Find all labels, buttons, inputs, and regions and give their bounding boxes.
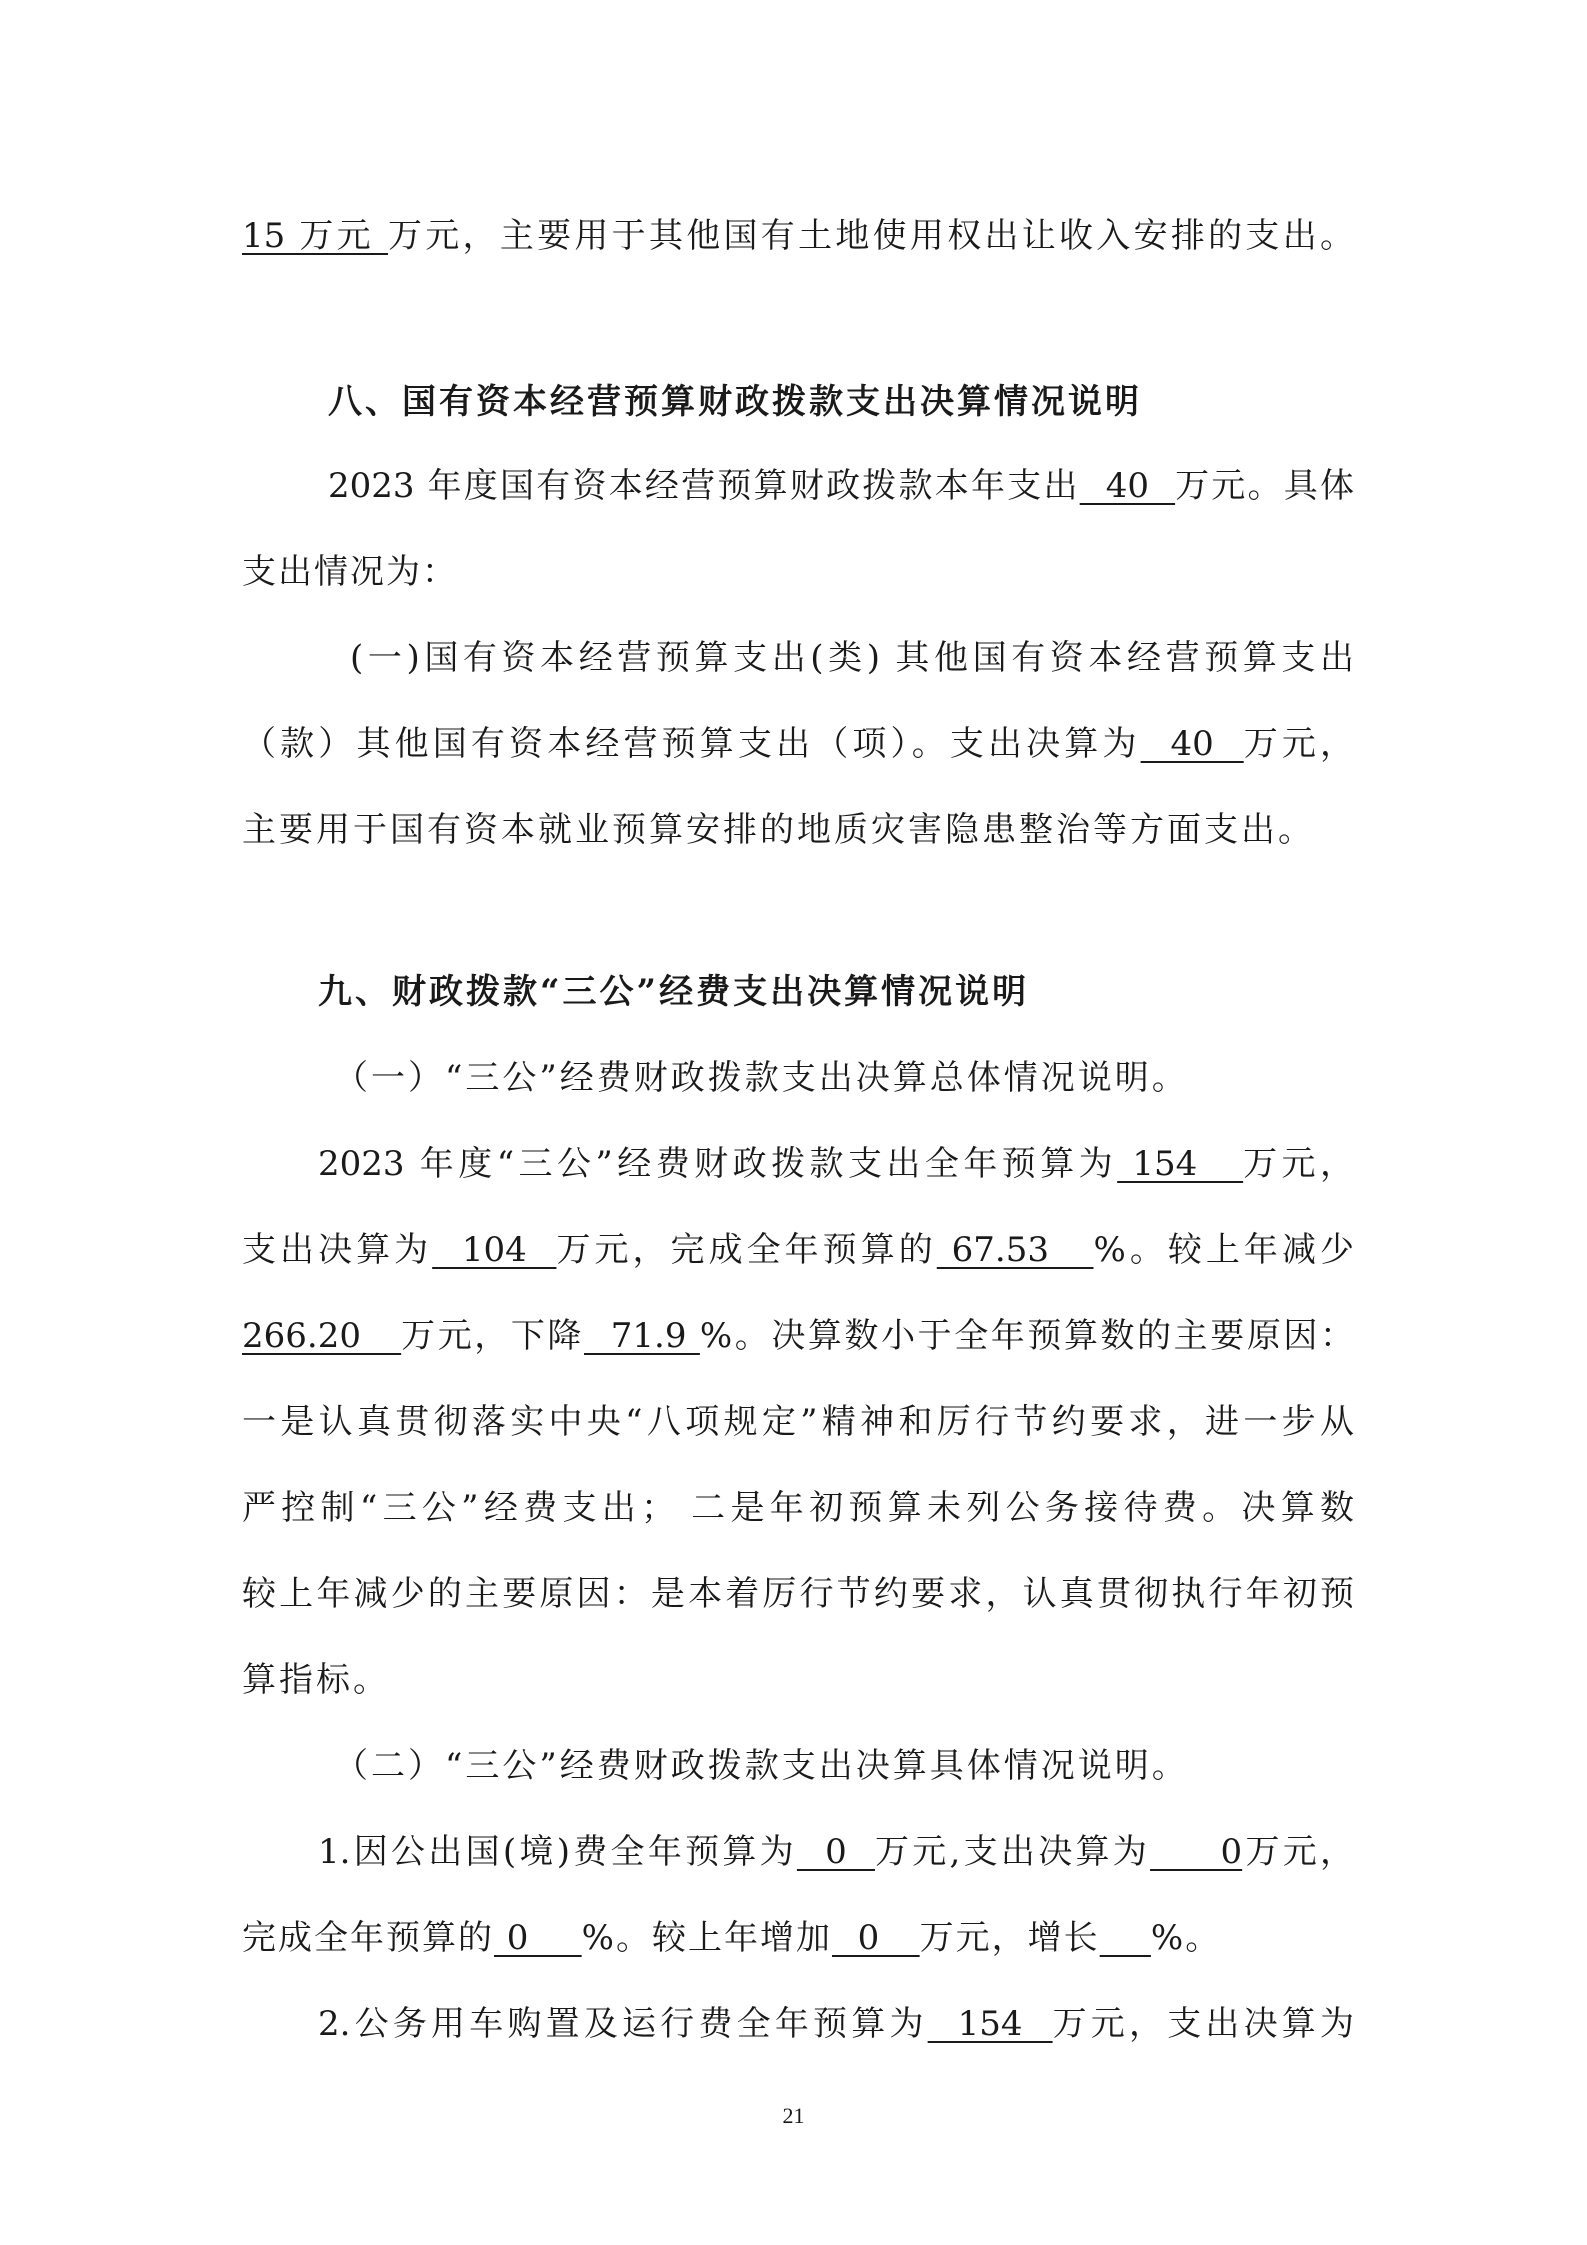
text-line [242,1486,1354,1530]
text-segment: 支出决算为 [242,1230,433,1270]
subsection-heading [334,1744,1189,1788]
text-line [242,1572,1354,1616]
text-segment: 万元，增长 [919,1918,1100,1958]
text-segment: (一)国有资本经营预算支出(类) 其他国有资本经营预算支出 [350,638,1354,678]
underlined-value: 40 [1140,724,1244,764]
text-line [242,1400,1354,1444]
underlined-value: 40 [1079,466,1176,506]
text-segment: 算指标。 [242,1660,390,1700]
text-segment: 一是认真贯彻落实中央“八项规定”精神和厉行节约要求，进一步从 [242,1402,1354,1442]
underlined-value: 266.20 [242,1316,402,1356]
text-line [318,2002,1354,2046]
underlined-value: 154 [1117,1144,1244,1184]
text-line [242,722,1354,766]
text-line [242,1314,1354,1358]
underlined-value: 15 万元 [242,216,388,256]
text-line [242,550,458,594]
text-segment: （二）“三公”经费财政拨款支出决算具体情况说明。 [334,1746,1189,1786]
text-segment: 万元，支出决算为 [1052,2004,1354,2044]
text-line [242,1916,1221,1960]
text-segment: 严控制“三公”经费支出； 二是年初预算未列公务接待费。决算数 [242,1488,1354,1528]
text-segment: 万元，完成全年预算的 [556,1230,937,1270]
text-segment: 万元，下降 [401,1316,585,1356]
text-segment: 2023 年度国有资本经营预算财政拨款本年支出 [328,466,1080,506]
underlined-value: 154 [927,2004,1053,2044]
underlined-value: 104 [432,1230,557,1270]
underlined-value: 0 [831,1918,920,1958]
text-line [242,214,1354,258]
text-segment: 万元，主要用于其他国有土地使用权出让收入安排的支出。 [388,216,1354,256]
text-segment: %。 [1150,1918,1222,1958]
text-line [318,1142,1354,1186]
underlined-value: 0 [494,1918,582,1958]
text-segment: 万元。具体 [1175,466,1354,506]
text-line [328,464,1354,508]
text-segment: 完成全年预算的 [242,1918,494,1958]
section-heading [318,970,1029,1014]
text-line [242,808,1315,852]
text-segment: 九、财政拨款“三公”经费支出决算情况说明 [318,972,1030,1012]
text-segment: 2.公务用车购置及运行费全年预算为 [318,2004,928,2044]
section-heading [328,380,1142,424]
text-segment: %。较上年减少 [1093,1230,1354,1270]
page-number: 21 [782,2103,805,2128]
text-segment: 八、国有资本经营预算财政拨款支出决算情况说明 [328,382,1142,422]
text-line [318,1830,1354,1874]
text-segment: 主要用于国有资本就业预算安排的地质灾害隐患整治等方面支出。 [242,810,1315,850]
underlined-value: 67.53 [936,1230,1094,1270]
underlined-value: 0 [796,1832,875,1872]
subsection-heading [334,1056,1189,1100]
text-segment: 1.因公出国(境)费全年预算为 [318,1832,797,1872]
underlined-value [1100,1918,1151,1958]
text-line [350,636,1354,680]
text-segment: %。较上年增加 [581,1918,832,1958]
text-line [242,1228,1354,1272]
text-line [242,1658,390,1702]
text-segment: 2023 年度“三公”经费财政拨款支出全年预算为 [318,1144,1118,1184]
text-segment: 支出情况为： [242,552,458,592]
text-segment: 万元,支出决算为 [874,1832,1151,1872]
underlined-value: 0 [1150,1832,1243,1872]
text-segment: （一）“三公”经费财政拨款支出决算总体情况说明。 [334,1058,1189,1098]
underlined-value: 71.9 [584,1316,700,1356]
text-segment: 万元， [1243,724,1355,764]
text-segment: 较上年减少的主要原因：是本着厉行节约要求，认真贯彻执行年初预 [242,1574,1354,1614]
text-segment: %。决算数小于全年预算数的主要原因： [699,1316,1354,1356]
text-segment: 万元， [1243,1144,1354,1184]
text-segment: （款）其他国有资本经营预算支出（项）。支出决算为 [242,724,1141,764]
text-segment: 万元， [1242,1832,1355,1872]
